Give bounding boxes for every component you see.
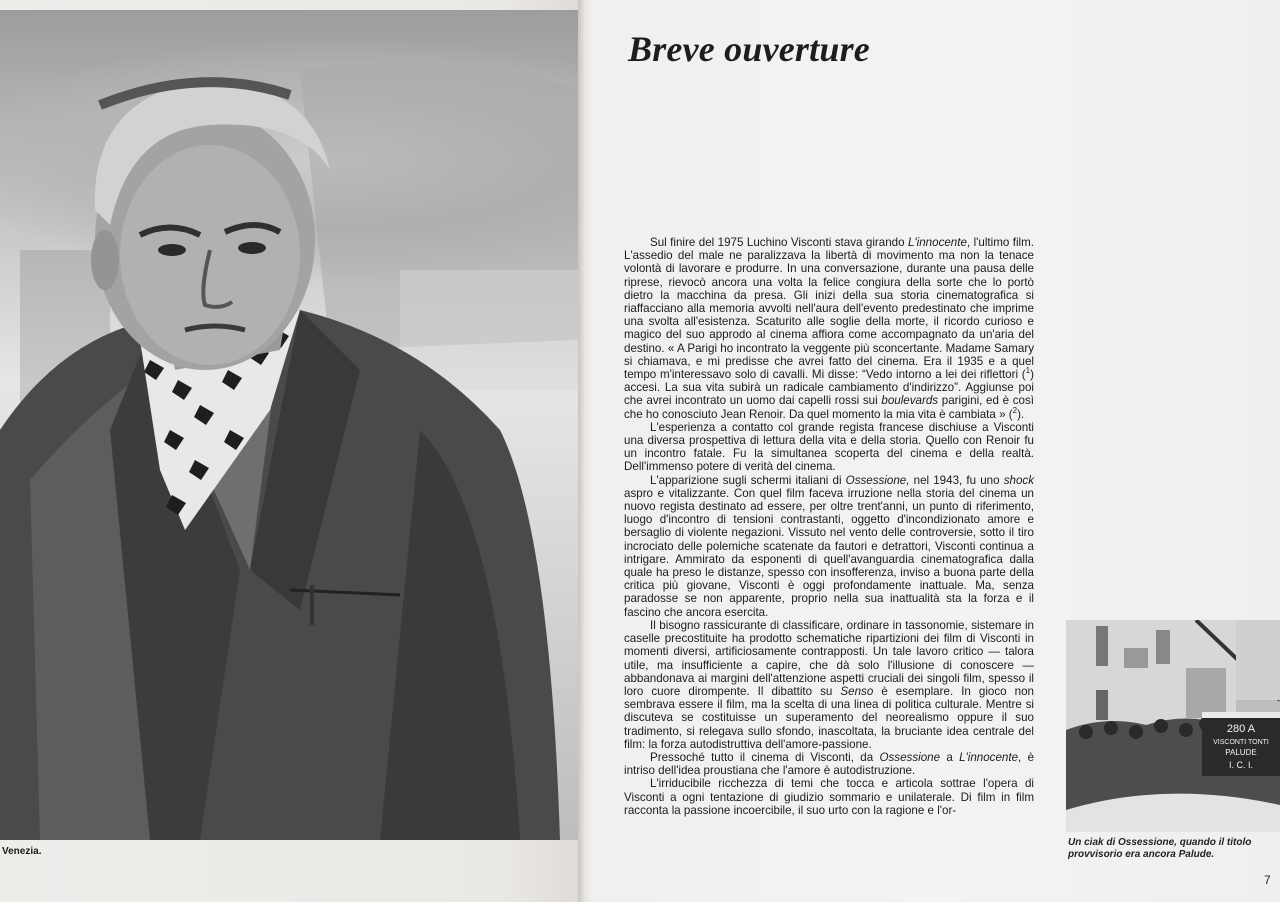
italic-text: shock xyxy=(1003,473,1035,487)
clapper-line: VISCONTI TONTI xyxy=(1213,739,1269,746)
inset-photo xyxy=(1066,620,1280,832)
text-run: Sul finire del 1975 Luchino Visconti stava girando xyxy=(650,236,908,249)
paragraph xyxy=(624,421,1034,474)
italic-text: Senso xyxy=(840,684,874,698)
paragraph xyxy=(624,474,1034,619)
text-run: aspro e vitalizzante. Con quel film faceva irruzione nella storia del cinema un nuovo regista destinato ad essere, per oltre trent'anni, un punto di riferimento, luogo d'incontro di tensioni contrastanti, oggetto d'incondizionato amore e bersaglio di violente negazioni. Vissuto nel vento delle controversie, sotto il tiro incrociato delle polemiche scatenate da fautori e detrattori, Visconti continua a intrigare. Ammirato da esponenti di quell'avanguardia cinematografica dalla quale ha preso le distanze, spesso con insofferenza, inviso a buona parte della critica più giovane, Visconti è oggi profondamente inattuale. Ma, senza paradosse se non apparente, proprio nella sua inattualità sta la forza e il fascino che ancora esercita. xyxy=(624,486,1034,619)
clapper-line: 280 A xyxy=(1226,723,1256,735)
italic-text: L'innocente xyxy=(907,236,967,249)
text-run: nel 1943, fu uno xyxy=(909,473,1004,487)
portrait-photo xyxy=(0,10,578,840)
clapper-line: I. C. I. xyxy=(1228,760,1254,770)
page-title: Breve ouverture xyxy=(628,29,870,69)
page-number: 7 xyxy=(1264,873,1271,887)
text-run: è esemplare. In gioco non sembrava essere il film, ma la scelta di una linea di politica culturale. Mentre si discuteva se costituisse un superamento del neorealismo oppure il suo tradimento, si relegava sullo sfondo, inascoltata, la bruciante idea centrale del film: la forza autodistruttiva dell'amore-passione. xyxy=(624,684,1034,751)
text-run: L'esperienza a contatto col grande regista francese dischiuse a Visconti una diversa prospettiva di lettura della vita e della storia. Quello con Renoir fu un incontro fatale. Fu la simultanea scoperta del cinema e della realtà. Dell'immenso potere di verità del cinema. xyxy=(624,420,1034,474)
text-run: L'irriducibile ricchezza di temi che tocca e articola sottrae l'opera di Visconti a ogni tentazione di giudizio sommario e unilaterale. Di film in film racconta la passione incoercibile, il suo urto con la ragione e l'or- xyxy=(624,777,1034,817)
italic-text: Ossessione, xyxy=(845,473,910,487)
inset-caption: Un ciak di Ossessione, quando il titolo provvisorio era ancora Palude. xyxy=(1068,837,1252,860)
text-run: a xyxy=(940,750,960,764)
footnote-marker: 2 xyxy=(1012,405,1018,415)
italic-text: Ossessione xyxy=(879,750,941,764)
paragraph xyxy=(624,751,1034,777)
text-run: parigini, ed è così che ho conosciuto Jean Renoir. Da quel momento la mia vita è cambiata » ( xyxy=(624,394,1035,421)
photo-caption: Venezia. xyxy=(2,846,42,857)
paragraph xyxy=(624,236,1034,421)
text-run: , è intriso dell'idea proustiana che l'amore è autodistruzione. xyxy=(624,750,1035,778)
text-run: , l'ultimo film. L'assedio del male ne paralizzava la libertà di movimento ma non la tenace volontà di lavorare e produrre. In una conversazione, durante una pausa delle riprese, rievocò ancora una volta la felice congiura della sorte che lo portò dietro la macchina da presa. Gli inizi della sua storia cinematografica si riaffacciano alla memoria avvolti nell'aura dell'evento predestinato che imprime una svolta all'esistenza. Scaturito alle soglie della morte, il ricordo curioso e magico del suo approdo al cinema affiora come accompagnato da un'aria del destino. « A Parigi ho incontrato la veggente più sconcertante. Madame Samary si chiamava, e mi predisse che avrei fatto del cinema. Era il 1935 e a quel tempo m'interessavo solo di cavalli. Mi disse: “Vedo intorno a lei dei riflettori ( xyxy=(624,236,1034,382)
left-page xyxy=(0,0,584,902)
text-run: ). xyxy=(1017,407,1025,421)
italic-text: boulevards xyxy=(881,394,939,408)
paragraph xyxy=(624,619,1034,751)
text-run: Pressoché tutto il cinema di Visconti, da xyxy=(650,750,880,764)
book-gutter xyxy=(578,0,594,902)
paragraph xyxy=(624,777,1034,817)
text-run: L'apparizione sugli schermi italiani di xyxy=(650,473,846,487)
text-run: Il bisogno rassicurante di classificare, ordinare in tassonomie, sistemare in caselle precostituite ha prodotto schematiche ripartizioni dei film di Visconti in momenti diversi, artificiosamente contrapposti. Un tale lavoro critico — talora utile, ma insufficiente a capire, che dà solo l'illusione di conoscere — abbandonava ai margini dell'attenzione aspetti cruciali dei singoli film, spesso il loro cuore dirompente. Il dibattito su xyxy=(624,618,1034,698)
footnote-marker: 1 xyxy=(1025,366,1031,376)
text-run: ) accesi. La sua vita subirà un radicale cambiamento d'indirizzo”. Aggiunse poi che avrei incontrato un uomo dai capelli rossi sui xyxy=(624,368,1034,408)
article-body xyxy=(624,236,1034,817)
italic-text: L'innocente xyxy=(959,750,1019,764)
clapper-line: PALUDE xyxy=(1225,748,1257,757)
